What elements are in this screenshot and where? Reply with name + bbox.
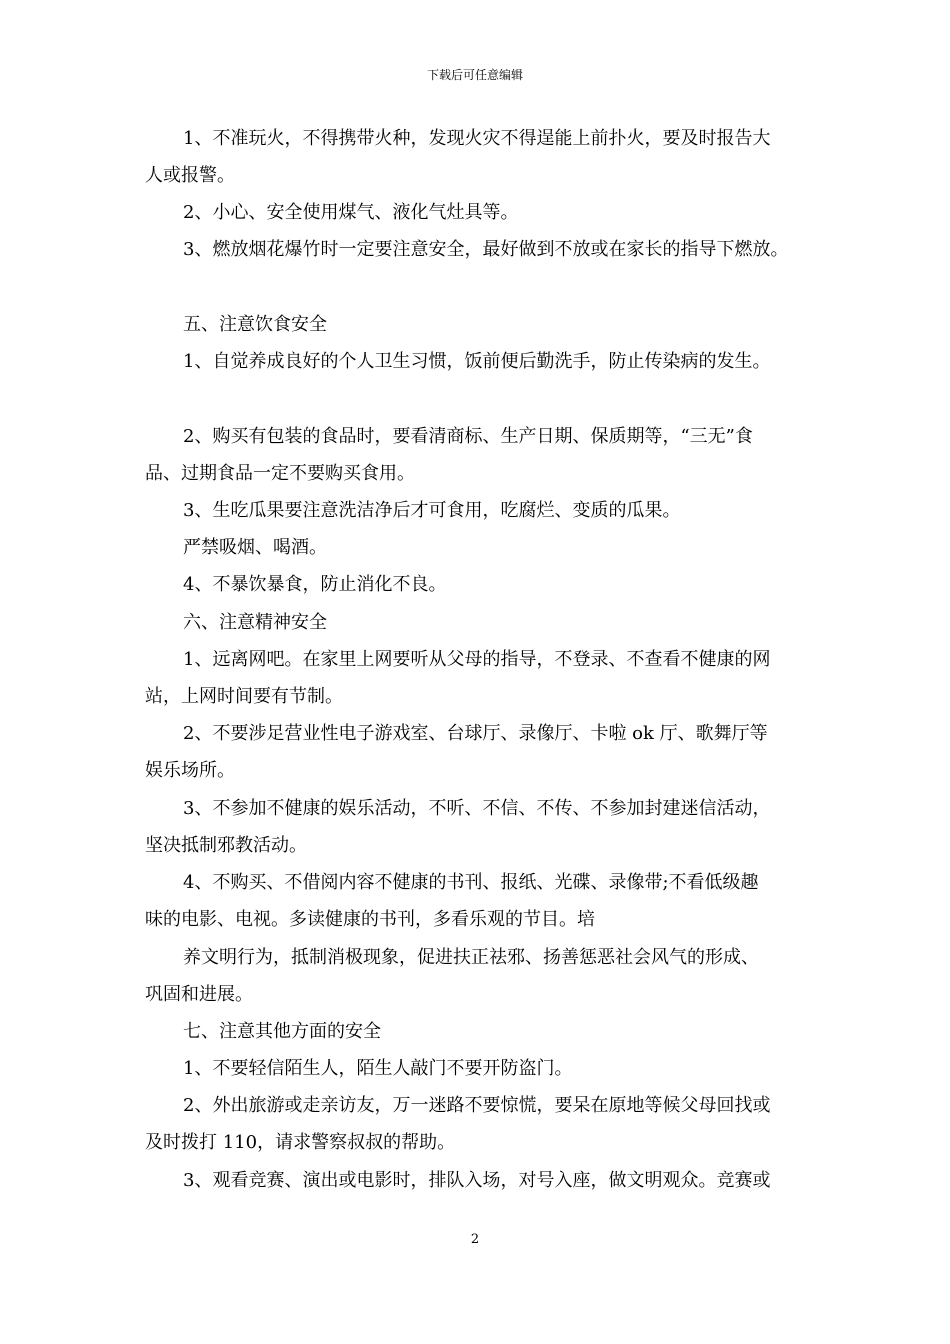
text-line: 3、不参加不健康的娱乐活动，不听、不信、不传、不参加封建迷信活动， bbox=[183, 798, 771, 819]
text-line: 人或报警。 bbox=[145, 165, 235, 186]
page-header: 下载后可任意编辑 bbox=[426, 68, 523, 82]
text-line: 品、过期食品一定不要购买食用。 bbox=[145, 463, 415, 484]
text-line: 4、不暴饮暴食，防止消化不良。 bbox=[183, 574, 447, 595]
text-line: 站，上网时间要有节制。 bbox=[145, 686, 343, 707]
text-line: 1、不准玩火，不得携带火种，发现火灾不得逞能上前扑火，要及时报告大 bbox=[183, 128, 771, 149]
text-line: 娱乐场所。 bbox=[145, 760, 235, 781]
text-line: 3、观看竞赛、演出或电影时，排队入场，对号入座，做文明观众。竞赛或 bbox=[183, 1170, 771, 1191]
page-number: 2 bbox=[470, 1232, 480, 1247]
text-line: 2、外出旅游或走亲访友，万一迷路不要惊慌，要呆在原地等候父母回找或 bbox=[183, 1095, 771, 1116]
text-line: 及时拨打 110，请求警察叔叔的帮助。 bbox=[145, 1132, 456, 1153]
text-line: 2、购买有包装的食品时，要看清商标、生产日期、保质期等，“三无”食 bbox=[183, 426, 753, 447]
text-line: 3、生吃瓜果要注意洗洁净后才可食用，吃腐烂、变质的瓜果。 bbox=[183, 500, 681, 521]
text-line: 3、燃放烟花爆竹时一定要注意安全，最好做到不放或在家长的指导下燃放。 bbox=[183, 239, 789, 260]
text-line: 1、不要轻信陌生人，陌生人敲门不要开防盗门。 bbox=[183, 1058, 573, 1079]
text-line: 1、远离网吧。在家里上网要听从父母的指导，不登录、不查看不健康的网 bbox=[183, 649, 771, 670]
text-line: 4、不购买、不借阅内容不健康的书刊、报纸、光碟、录像带;不看低级趣 bbox=[183, 872, 759, 893]
section-heading: 六、注意精神安全 bbox=[183, 612, 327, 633]
text-line: 坚决抵制邪教活动。 bbox=[145, 835, 307, 856]
section-heading: 五、注意饮食安全 bbox=[183, 314, 327, 335]
text-line: 2、不要涉足营业性电子游戏室、台球厅、录像厅、卡啦 ok 厅、歌舞厅等 bbox=[183, 723, 768, 744]
text-line: 2、小心、安全使用煤气、液化气灶具等。 bbox=[183, 202, 519, 223]
text-line: 养文明行为，抵制消极现象，促进扶正祛邪、扬善惩恶社会风气的形成、 bbox=[183, 947, 759, 968]
text-line: 巩固和进展。 bbox=[145, 984, 253, 1005]
text-line: 味的电影、电视。多读健康的书刊，多看乐观的节目。培 bbox=[145, 909, 595, 930]
text-line: 1、自觉养成良好的个人卫生习惯，饭前便后勤洗手，防止传染病的发生。 bbox=[183, 351, 771, 372]
text-line: 严禁吸烟、喝酒。 bbox=[183, 537, 327, 558]
section-heading: 七、注意其他方面的安全 bbox=[183, 1021, 381, 1042]
